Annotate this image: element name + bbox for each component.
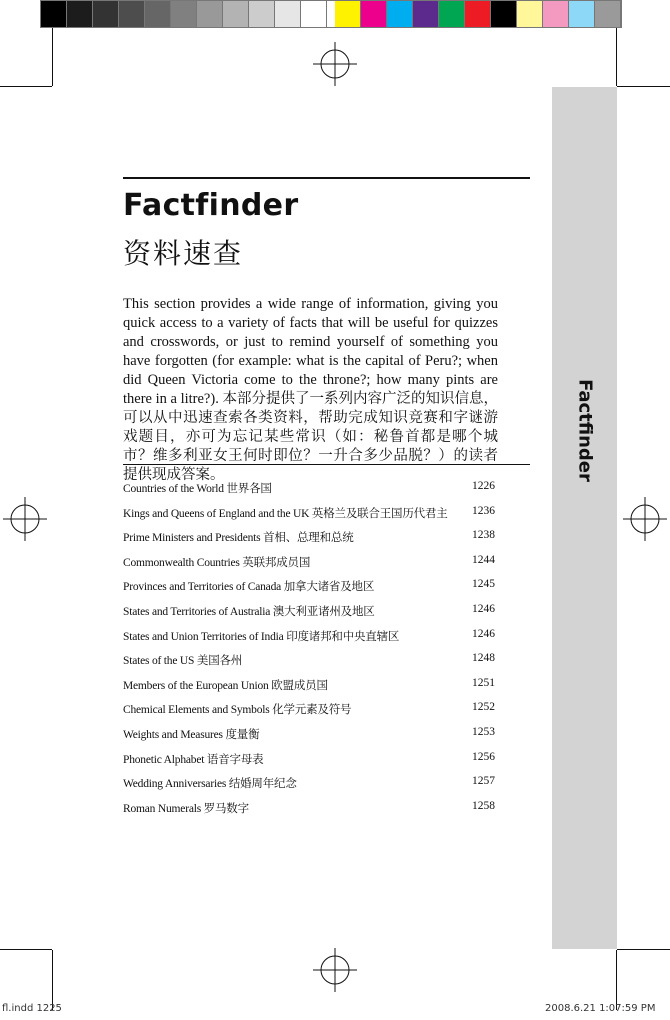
contents-title: Kings and Queens of England and the UK 英格兰及联合王国历代君主 [123,507,448,520]
contents-title: Countries of the World 世界各国 [123,483,272,495]
contents-page: 1258 [472,799,495,812]
color-swatch [569,1,595,27]
color-swatch [145,1,171,27]
section-divider [123,464,530,465]
color-swatch [223,1,249,27]
contents-page: 1238 [472,529,495,542]
color-swatch [413,1,439,27]
color-swatch [361,1,387,27]
swatch-gap [327,1,335,27]
color-swatch [387,1,413,27]
contents-page: 1251 [472,676,495,689]
registration-mark-icon [313,948,357,992]
heading-rule [123,177,530,179]
contents-row[interactable] [123,628,495,653]
contents-row[interactable] [123,480,495,505]
contents-row[interactable] [123,751,495,776]
crop-mark [0,949,52,950]
contents-page: 1248 [472,652,495,665]
crop-mark [616,950,617,1010]
contents-page: 1256 [472,750,495,763]
color-swatch [249,1,275,27]
contents-row[interactable] [123,554,495,579]
color-swatch [517,1,543,27]
color-swatch [301,1,327,27]
contents-page: 1236 [472,504,495,517]
contents-page: 1246 [472,627,495,640]
contents-row[interactable] [123,603,495,628]
intro-paragraph: This section provides a wide range of information, giving you quick access to a variety of facts that will be useful for quizzes and crosswords, or just to remind yourself of something you have forgotten (for example: what is the capital of Peru?; when did Queen Victoria come to the throne?; how many pints are there in a litre?). 本部分提供了一系列内容广泛的知识信息，可以从中迅速查索各类资料，帮助完成知识竞赛和字谜游戏题目，亦可为忘记某些常识（如：秘鲁首都是哪个城市？维多利亚女王何时即位？一升合多少品脱？）的读者提供现成答案。 [123,296,498,483]
contents-title: Members of the European Union 欧盟成员国 [123,679,328,692]
contents-title: Chemical Elements and Symbols 化学元素及符号 [123,704,352,717]
contents-page: 1253 [472,725,495,738]
color-calibration-bar [40,0,622,28]
color-swatch [275,1,301,27]
registration-mark-icon [3,497,47,541]
registration-mark-icon [313,42,357,86]
contents-title: Weights and Measures 度量衡 [123,728,260,741]
page-title: Factfinder [123,188,299,223]
color-swatch [93,1,119,27]
contents-row[interactable] [123,775,495,800]
color-swatch [171,1,197,27]
color-swatch [197,1,223,27]
contents-title: States and Territories of Australia 澳大利亚诸州及地区 [123,605,375,618]
crop-mark [617,949,670,950]
crop-mark [616,28,617,86]
contents-title: Prime Ministers and Presidents 首相、总理和总统 [123,532,354,545]
contents-title: Phonetic Alphabet 语音字母表 [123,753,264,766]
side-tab-label: Factfinder [574,379,596,482]
crop-mark [52,950,53,1010]
crop-mark [0,86,52,87]
contents-row[interactable] [123,505,495,530]
contents-title: States of the US 美国各州 [123,655,243,668]
color-swatch [335,1,361,27]
contents-page: 1226 [472,480,495,492]
contents-title: Provinces and Territories of Canada 加拿大诸省及地区 [123,581,375,594]
color-swatch [465,1,491,27]
section-side-tab [552,87,617,949]
contents-row[interactable] [123,652,495,677]
color-swatch [491,1,517,27]
contents-list [123,480,495,824]
contents-title: Wedding Anniversaries 结婚周年纪念 [123,778,297,791]
registration-mark-icon [623,497,667,541]
crop-mark [52,28,53,86]
file-slug: fl.indd 1225 [2,1003,62,1014]
contents-title: Commonwealth Countries 英联邦成员国 [123,556,311,569]
contents-row[interactable] [123,800,495,825]
page-title-chinese: 资料速查 [123,237,244,270]
contents-title: States and Union Territories of India 印度诸邦和中央直辖区 [123,630,400,643]
contents-page: 1244 [472,553,495,566]
contents-page: 1246 [472,602,495,615]
contents-page: 1245 [472,578,495,591]
crop-mark [617,86,670,87]
color-swatch [41,1,67,27]
color-swatch [543,1,569,27]
contents-page: 1257 [472,775,495,788]
color-swatch [439,1,465,27]
contents-row[interactable] [123,529,495,554]
contents-row[interactable] [123,578,495,603]
contents-row[interactable] [123,677,495,702]
contents-row[interactable] [123,726,495,751]
color-swatch [595,1,621,27]
color-swatch [119,1,145,27]
contents-title: Roman Numerals 罗马数字 [123,802,249,815]
color-swatch [67,1,93,27]
contents-page: 1252 [472,701,495,714]
contents-row[interactable] [123,701,495,726]
print-timestamp: 2008.6.21 1:07:59 PM [545,1003,656,1014]
